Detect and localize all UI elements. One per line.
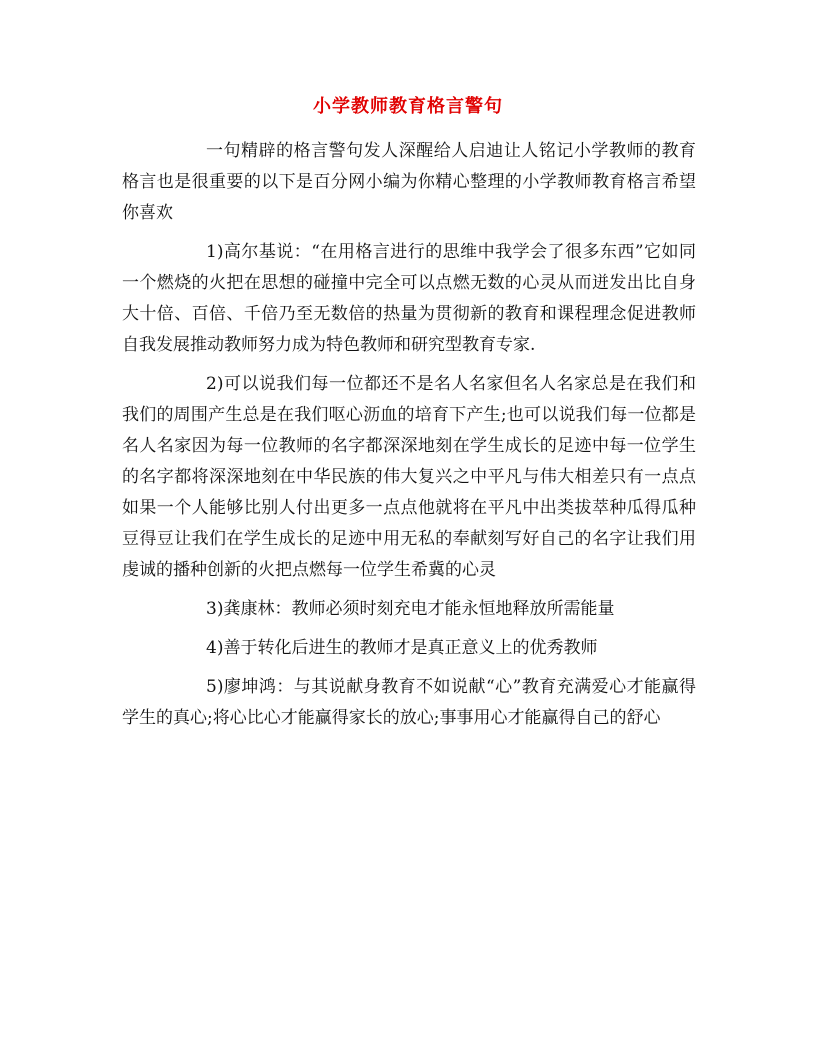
intro-paragraph: 一句精辟的格言警句发人深醒给人启迪让人铭记小学教师的教育格言也是很重要的以下是百分网小编为你精心整理的小学教师教育格言希望你喜欢 <box>122 141 696 223</box>
document-body <box>122 136 696 742</box>
quote-paragraph-1: 1)高尔基说：“在用格言进行的思维中我学会了很多东西”它如同一个燃烧的火把在思想的碰撞中完全可以点燃无数的心灵从而迸发出比自身大十倍、百倍、千倍乃至无数倍的热量为贯彻新的教育和课程理念促进教师自我发展推动教师努力成为特色教师和研究型教育专家. <box>122 242 696 355</box>
document-title: 小学教师教育格言警句 <box>313 96 503 117</box>
quote-paragraph-4: 4)善于转化后进生的教师才是真正意义上的优秀教师 <box>206 638 598 658</box>
quote-paragraph-3: 3)龚康林：教师必须时刻充电才能永恒地释放所需能量 <box>206 599 615 619</box>
quote-paragraph-5: 5)廖坤鸿：与其说献身教育不如说献“心”教育充满爱心才能赢得学生的真心;将心比心才能赢得家长的放心;事事用心才能赢得自己的舒心 <box>122 677 696 728</box>
quote-paragraph-2: 2)可以说我们每一位都还不是名人名家但名人名家总是在我们和我们的周围产生总是在我们呕心沥血的培育下产生;也可以说我们每一位都是名人名家因为每一位教师的名字都深深地刻在学生成长的足迹中每一位学生的名字都将深深地刻在中华民族的伟大复兴之中平凡与伟大相差只有一点点如果一个人能够比别人付出更多一点点他就将在平凡中出类拔萃种瓜得瓜种豆得豆让我们在学生成长的足迹中用无私的奉献刻写好自己的名字让我们用虔诚的播种创新的火把点燃每一位学生希冀的心灵 <box>122 374 696 580</box>
